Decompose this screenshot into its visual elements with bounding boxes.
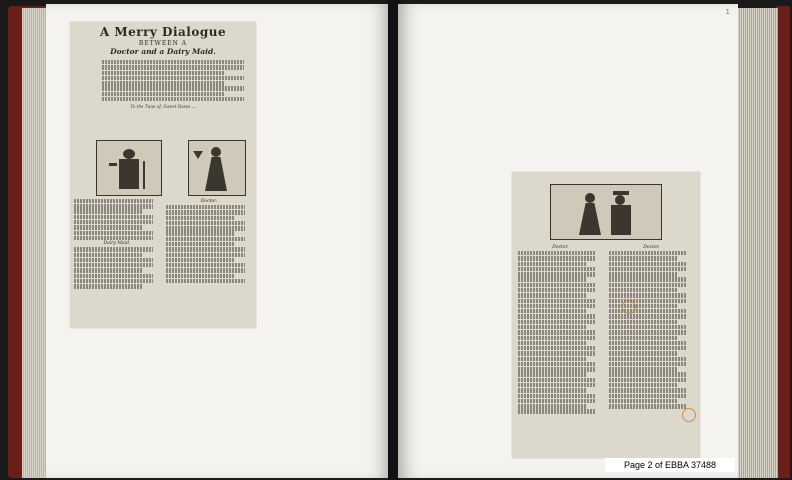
ballad-subtitle: Doctor and a Dairy Maid. — [110, 47, 216, 56]
speaker-heading: Doctor. — [643, 245, 660, 250]
right-page — [398, 4, 738, 478]
right-verse-columns — [518, 244, 694, 415]
woodcut-couple — [550, 184, 662, 240]
ballad-title: A Merry Dialogue — [99, 25, 227, 39]
verse-column-2 — [166, 198, 252, 290]
left-verse-columns — [74, 198, 252, 290]
left-page — [46, 4, 390, 478]
ballad-sheet-left — [70, 22, 256, 328]
woodcut-dairy-maid — [188, 140, 246, 196]
speaker-heading: Doctor. — [552, 245, 569, 250]
right-cover — [776, 6, 790, 478]
verse-column-1 — [518, 244, 603, 415]
speaker-heading: Dairy Maid. — [103, 241, 131, 247]
speaker-heading: Doctor. — [200, 199, 218, 204]
right-page-edges — [736, 8, 778, 478]
verse-column-2 — [609, 244, 694, 415]
page-caption: Page 2 of EBBA 37488 — [605, 458, 735, 472]
verse-column-1 — [74, 198, 160, 290]
pencil-mark: 1 — [725, 8, 730, 16]
ballad-sheet-right — [512, 172, 700, 458]
woodcut-doctor — [96, 140, 162, 196]
library-stamp — [622, 300, 636, 314]
library-stamp — [682, 408, 696, 422]
ballad-between: BETWEEN A — [138, 40, 188, 47]
intro-verse — [102, 60, 256, 101]
tune-line: To the Tune of, Sweet Roses ... — [130, 104, 196, 110]
